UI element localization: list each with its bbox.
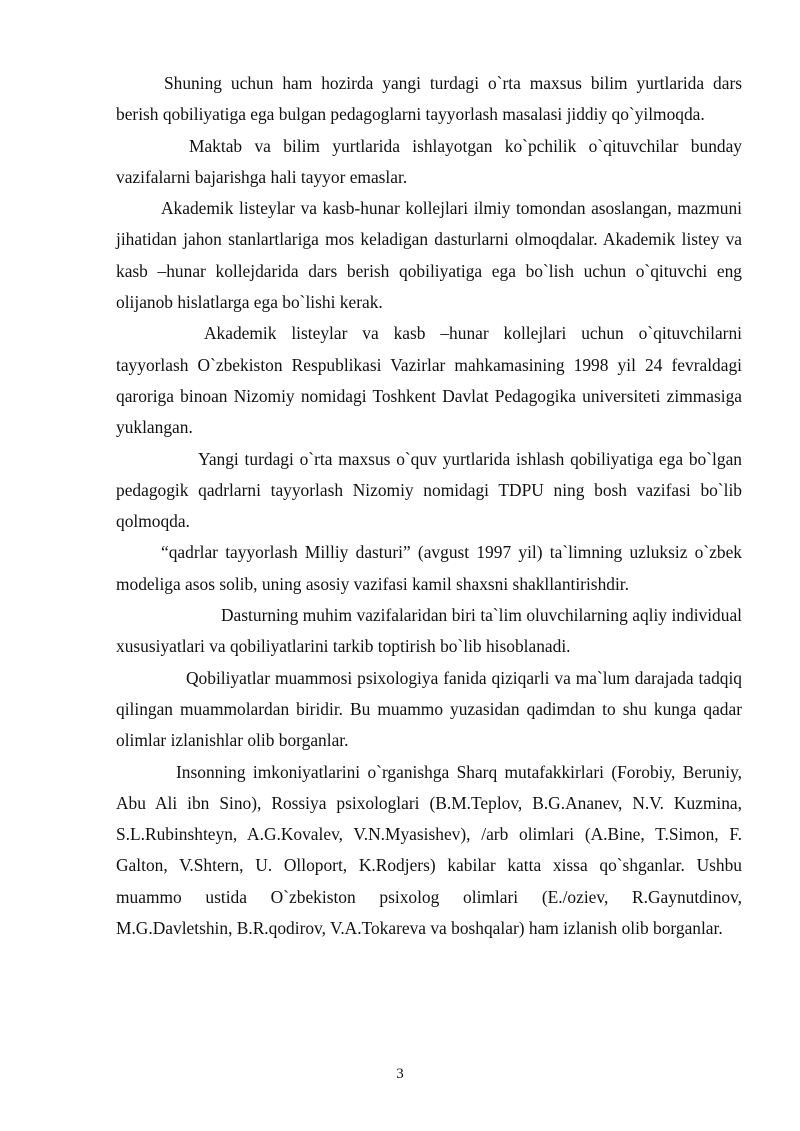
paragraph-5: Yangi turdagi o`rta maxsus o`quv yurtlarida ishlash qobiliyatiga ega bo`lgan pedagogik qadrlarni tayyorlash Nizomiy nomidagi TDPU ning bosh vazifasi bo`lib qolmoqda. xyxy=(116,448,742,532)
paragraph-6: “qadrlar tayyorlash Milliy dasturi” (avgust 1997 yil) ta`limning uzluksiz o`zbek modeliga asos solib, uning asosiy vazifasi kamil shaxsni shakllantirishdir. xyxy=(116,542,742,594)
paragraph-7: Dasturning muhim vazifalaridan biri ta`lim oluvchilarning aqliy individual xususiyatlari va qobiliyatlarini tarkib toptirish bo`lib hisoblanadi. xyxy=(116,605,742,657)
paragraph-1: Shuning uchun ham hozirda yangi turdagi o`rta maxsus bilim yurtlarida dars berish qobiliyatiga ega bulgan pedagoglarni tayyorlash masalasi jiddiy qo`yilmoqda. xyxy=(116,73,742,125)
body-text xyxy=(116,68,742,944)
page-number: 3 xyxy=(396,1066,404,1082)
paragraph-3: Akademik listeylar va kasb-hunar kollejlari ilmiy tomondan asoslangan, mazmuni jihatidan jahon stanlartlariga mos keladigan dasturlarni olmoqdalar. Akademik listey va kasb –hunar kollejdarida dars berish qobiliyatiga ega bo`lish uchun o`qituvchi eng olijanob hislatlarga ega bo`lishi kerak. xyxy=(116,198,742,313)
paragraph-8: Qobiliyatlar muammosi psixologiya fanida qiziqarli va ma`lum darajada tadqiq qilingan muammolardan biridir. Bu muammo yuzasidan qadimdan to shu kunga qadar olimlar izlanishlar olib borganlar. xyxy=(116,667,742,751)
paragraph-9: Insonning imkoniyatlarini o`rganishga Sharq mutafakkirlari (Forobiy, Beruniy, Abu Ali ibn Sino), Rossiya psixologlari (B.M.Teplov, B.G.Ananev, N.V. Kuzmina, S.L.Rubinshteyn, A.G.Kovalev, V.N.Myasishev), /arb olimlari (A.Bine, T.Simon, F. Galton, V.Shtern, U. Olloport, K.Rodjers) kabilar katta xissa qo`shganlar. Ushbu muammo ustida O`zbekiston psixolog olimlari (E./oziev, R.Gaynutdinov, M.G.Davletshin, B.R.qodirov, V.A.Tokareva va boshqalar) ham izlanish olib borganlar. xyxy=(116,761,742,939)
paragraph-2: Maktab va bilim yurtlarida ishlayotgan ko`pchilik o`qituvchilar bunday vazifalarni bajarishga hali tayyor emaslar. xyxy=(116,135,742,187)
paragraph-4: Akademik listeylar va kasb –hunar kollejlari uchun o`qituvchilarni tayyorlash O`zbekiston Respublikasi Vazirlar mahkamasining 1998 yil 24 fevraldagi qaroriga binoan Nizomiy nomidagi Toshkent Davlat Pedagogika universiteti zimmasiga yuklangan. xyxy=(116,323,742,438)
